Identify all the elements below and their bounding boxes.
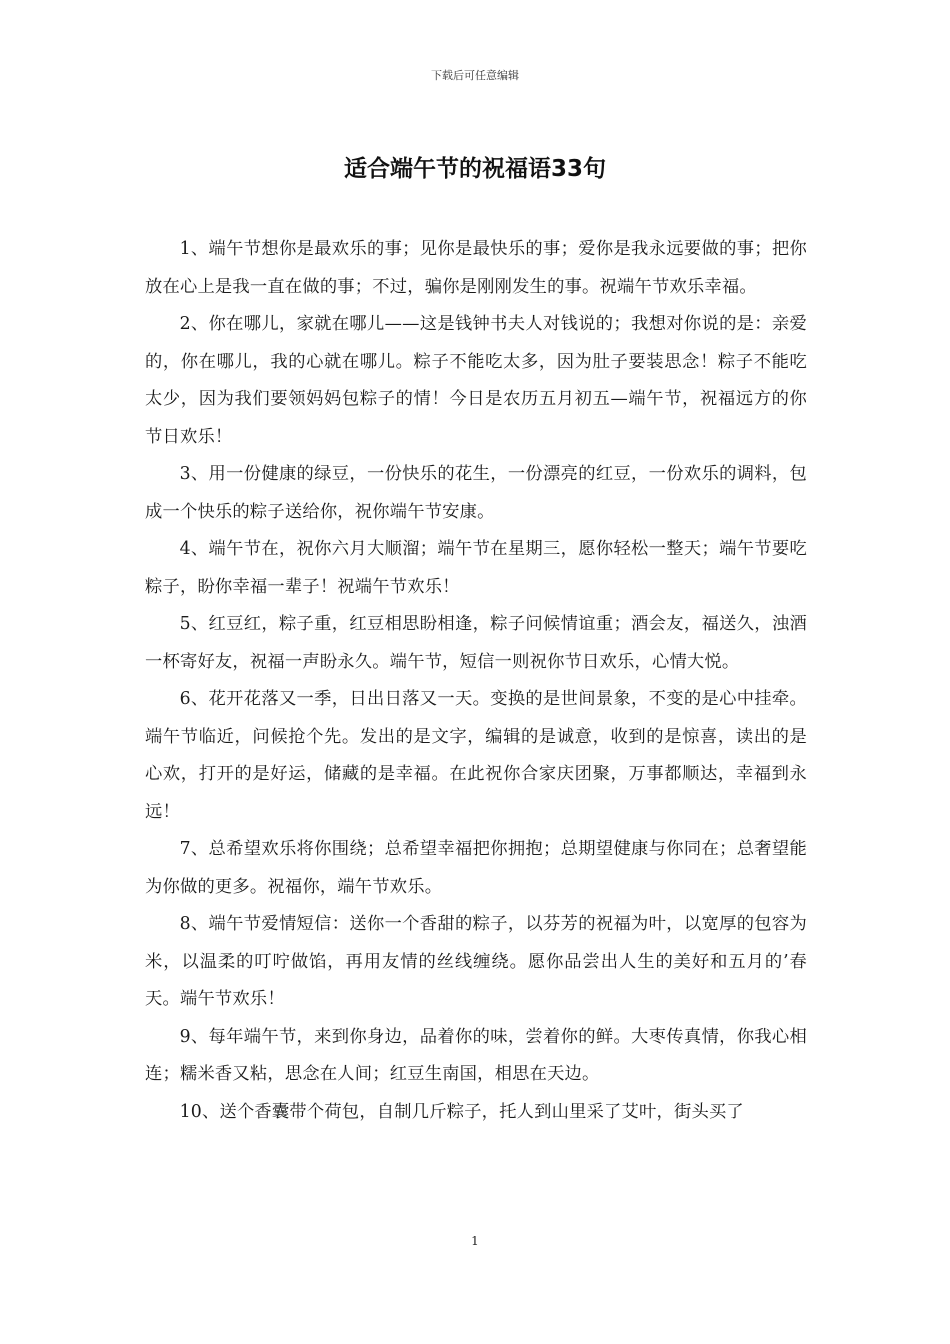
page-number: 1 bbox=[471, 1234, 479, 1248]
paragraph-6: 6、花开花落又一季，日出日落又一天。变换的是世间景象，不变的是心中挂牵。端午节临近，问候抢个先。发出的是文字，编辑的是诚意，收到的是惊喜，读出的是心欢，打开的是好运，储藏的是幸福。在此祝你合家庆团聚，万事都顺达，幸福到永远！ bbox=[145, 689, 807, 822]
paragraph-8: 8、端午节爱情短信：送你一个香甜的粽子，以芬芳的祝福为叶，以宽厚的包容为米，以温柔的叮咛做馅，再用友情的丝线缠绕。愿你品尝出人生的美好和五月的’春天。端午节欢乐！ bbox=[145, 914, 807, 1009]
paragraph-3: 3、用一份健康的绿豆，一份快乐的花生，一份漂亮的红豆，一份欢乐的调料，包成一个快乐的粽子送给你，祝你端午节安康。 bbox=[145, 464, 807, 522]
paragraph-5: 5、红豆红，粽子重，红豆相思盼相逢，粽子问候情谊重；酒会友，福送久，浊酒一杯寄好友，祝福一声盼永久。端午节，短信一则祝你节日欢乐，心情大悦。 bbox=[145, 614, 807, 672]
page-header: 下载后可任意编辑 bbox=[431, 69, 519, 82]
paragraph-1: 1、端午节想你是最欢乐的事；见你是最快乐的事；爱你是我永远要做的事；把你放在心上是我一直在做的事；不过，骗你是刚刚发生的事。祝端午节欢乐幸福。 bbox=[145, 239, 807, 297]
paragraph-10: 10、送个香囊带个荷包，自制几斤粽子，托人到山里采了艾叶，街头买了 bbox=[179, 1101, 744, 1122]
paragraph-4: 4、端午节在，祝你六月大顺溜；端午节在星期三，愿你轻松一整天；端午节要吃粽子，盼你幸福一辈子！祝端午节欢乐！ bbox=[145, 539, 807, 597]
document-body bbox=[145, 231, 807, 1131]
document-title: 适合端午节的祝福语33句 bbox=[343, 156, 606, 182]
paragraph-2: 2、你在哪儿，家就在哪儿——这是钱钟书夫人对钱说的；我想对你说的是：亲爱的，你在哪儿，我的心就在哪儿。粽子不能吃太多，因为肚子要装思念！粽子不能吃太少，因为我们要领妈妈包粽子的情！今日是农历五月初五—端午节，祝福远方的你节日欢乐！ bbox=[145, 314, 807, 447]
paragraph-9: 9、每年端午节，来到你身边，品着你的味，尝着你的鲜。大枣传真情，你我心相连；糯米香又粘，思念在人间；红豆生南国，相思在天边。 bbox=[145, 1026, 807, 1084]
paragraph-7: 7、总希望欢乐将你围绕；总希望幸福把你拥抱；总期望健康与你同在；总奢望能为你做的更多。祝福你，端午节欢乐。 bbox=[145, 839, 807, 897]
